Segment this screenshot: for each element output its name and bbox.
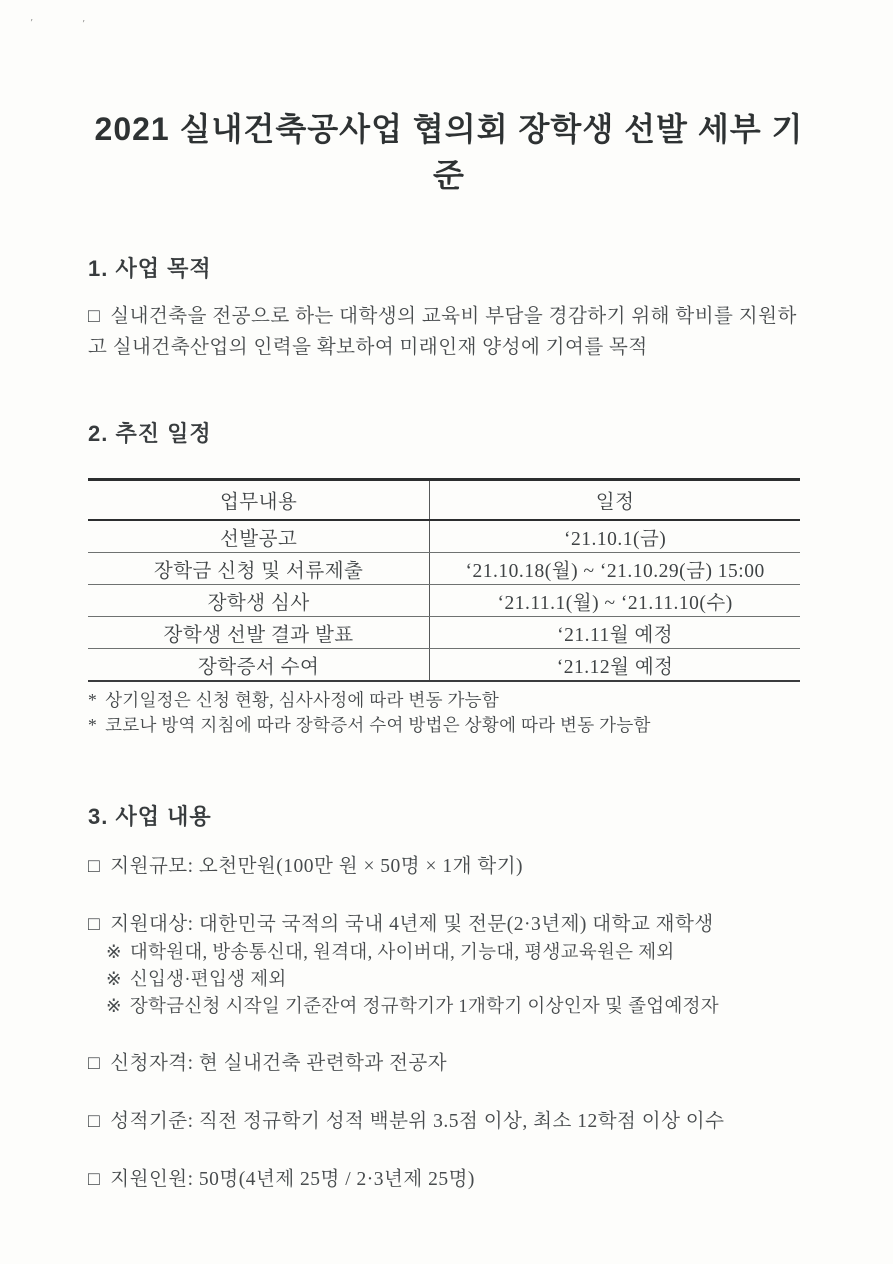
section-2-heading: 2. 추진 일정 xyxy=(88,421,212,446)
item-text: 지원규모: 오천만원(100만 원 × 50명 × 1개 학기) xyxy=(110,856,524,877)
asterisk-bullet: * xyxy=(88,715,98,735)
item-text: 신청자격: 현 실내건축 관련학과 전공자 xyxy=(110,1053,448,1074)
checkbox-bullet: □ xyxy=(88,856,101,877)
item-text: 지원인원: 50명(4년제 25명 / 2·3년제 25명) xyxy=(110,1169,475,1190)
column-header-schedule: 일정 xyxy=(430,480,800,521)
task-cell: 장학생 심사 xyxy=(88,585,430,617)
schedule-table xyxy=(88,478,800,682)
table-footnotes xyxy=(88,688,810,738)
table-row xyxy=(88,585,800,617)
table-row xyxy=(88,649,800,682)
reference-mark: ※ xyxy=(106,943,122,963)
schedule-cell: ‘21.10.18(월) ~ ‘21.10.29(금) 15:00 xyxy=(430,553,800,585)
schedule-cell: ‘21.10.1(금) xyxy=(430,520,800,553)
subitem-text: 신입생·편입생 제외 xyxy=(129,970,287,990)
list-item xyxy=(88,911,810,939)
task-cell: 장학증서 수여 xyxy=(88,649,430,682)
list-subitem xyxy=(106,941,810,966)
scan-artifact: ’ xyxy=(82,19,86,30)
list-item xyxy=(88,1166,810,1194)
checkbox-bullet: □ xyxy=(88,306,101,327)
table-row xyxy=(88,520,800,553)
section-1-text: 실내건축을 전공으로 하는 대학생의 교육비 부담을 경감하기 위해 학비를 지원하고 실내건축산업의 인력을 확보하여 미래인재 양성에 기여를 목적 xyxy=(88,306,797,358)
scan-artifact: ’ xyxy=(30,18,34,29)
section-1-paragraph xyxy=(88,301,810,363)
table-header-row xyxy=(88,480,800,521)
list-item xyxy=(88,1108,810,1136)
list-subitem xyxy=(106,995,810,1020)
task-cell: 선발공고 xyxy=(88,520,430,553)
schedule-cell: ‘21.11.1(월) ~ ‘21.11.10(수) xyxy=(430,585,800,617)
table-row xyxy=(88,617,800,649)
reference-mark: ※ xyxy=(106,970,122,990)
checkbox-bullet: □ xyxy=(88,1169,101,1190)
list-item xyxy=(88,853,810,881)
subitem-text: 장학금신청 시작일 기준잔여 정규학기가 1개학기 이상인자 및 졸업예정자 xyxy=(129,997,719,1017)
document-title: 2021 실내건축공사업 협의회 장학생 선발 세부 기준 xyxy=(94,111,804,193)
item-text: 성적기준: 직전 정규학기 성적 백분위 3.5점 이상, 최소 12학점 이상 이수 xyxy=(110,1111,725,1132)
subitem-text: 대학원대, 방송통신대, 원격대, 사이버대, 기능대, 평생교육원은 제외 xyxy=(129,943,675,963)
task-cell: 장학금 신청 및 서류제출 xyxy=(88,553,430,585)
task-cell: 장학생 선발 결과 발표 xyxy=(88,617,430,649)
footnote-text: 상기일정은 신청 현황, 심사사정에 따라 변동 가능함 xyxy=(105,690,500,710)
table-row xyxy=(88,553,800,585)
checkbox-bullet: □ xyxy=(88,1053,101,1074)
document-content xyxy=(88,0,810,1194)
checkbox-bullet: □ xyxy=(88,914,101,935)
list-subitem xyxy=(106,968,810,993)
reference-mark: ※ xyxy=(106,997,122,1017)
footnote-text: 코로나 방역 지침에 따라 장학증서 수여 방법은 상황에 따라 변동 가능함 xyxy=(105,715,651,735)
item-text: 지원대상: 대한민국 국적의 국내 4년제 및 전문(2·3년제) 대학교 재학생 xyxy=(110,914,714,935)
section-3-heading: 3. 사업 내용 xyxy=(88,804,212,829)
footnote xyxy=(88,713,810,738)
section-1-heading: 1. 사업 목적 xyxy=(88,256,212,281)
asterisk-bullet: * xyxy=(88,690,98,710)
schedule-cell: ‘21.11월 예정 xyxy=(430,617,800,649)
checkbox-bullet: □ xyxy=(88,1111,101,1132)
column-header-task: 업무내용 xyxy=(88,480,430,521)
footnote xyxy=(88,688,810,713)
schedule-cell: ‘21.12월 예정 xyxy=(556,656,674,678)
list-item xyxy=(88,1050,810,1078)
